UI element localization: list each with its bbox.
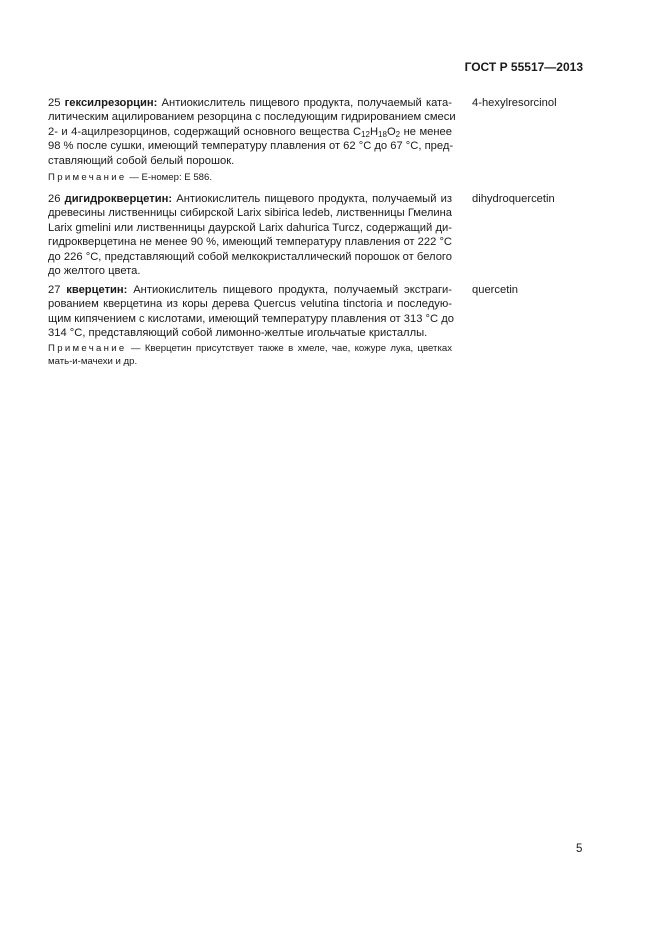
note-label: Примечание (48, 343, 127, 354)
definition-line-formula (48, 125, 452, 139)
entry-25-definition (48, 96, 456, 168)
text: не менее (400, 125, 452, 138)
subscript: 12 (361, 129, 370, 139)
entry-number: 25 (48, 97, 61, 109)
definition-line: Антиокислитель пищевого продукта, получаемый экстраги- (127, 284, 452, 296)
entry-25-note (48, 172, 452, 185)
definition-line: ставляющий собой белый порошок. (48, 154, 235, 167)
definition-line: древесины лиственницы сибирской Larix sibirica ledeb, лиственницы Гмелина (48, 207, 452, 220)
text: Н (369, 125, 379, 138)
subscript: 2 (395, 129, 401, 139)
entry-number: 26 (48, 193, 61, 205)
entry-27-note (48, 343, 452, 368)
entry-26-definition (48, 192, 452, 278)
entry-term: гексилрезорцин: (64, 97, 158, 109)
definition-line: до желтого цвета. (48, 264, 141, 277)
entry-27-english-term: quercetin (472, 284, 519, 296)
definition-line: литическим ацилированием резорцина с последующим гидрированием смеси (48, 111, 456, 124)
definition-line: Larix gmelini или лиственницы даурской Larix dahurica Turcz, содержащий ди- (48, 221, 452, 234)
definition-line: Антиокислитель пищевого продукта, получаемый из (172, 193, 453, 205)
definition-line: Антиокислитель пищевого продукта, получаемый ката- (157, 97, 452, 109)
text: 2- и 4-ацилрезорцинов, содержащий основного вещества С (48, 125, 362, 138)
standard-designation: ГОСТ Р 55517—2013 (464, 60, 583, 74)
entry-26-english-term: dihydroquercetin (472, 193, 555, 205)
entry-term: кверцетин: (66, 284, 128, 296)
definition-line: гидрокверцетина не менее 90 %, имеющий температуру плавления от 222 °С (48, 236, 452, 249)
entry-25-english-term: 4-hexylresorcinol (472, 97, 557, 109)
page-number: 5 (576, 843, 583, 855)
entry-number: 27 (48, 284, 61, 296)
note-text: — Кверцетин присутствует также в хмеле, чае, кожуре лука, цветках (126, 343, 452, 354)
subscript: 18 (378, 129, 387, 139)
definition-line: щим кипячением с кислотами, имеющий температуру плавления от 313 °С до (48, 312, 454, 325)
entry-term: дигидрокверцетин: (64, 193, 173, 205)
definition-line: 314 °С, представляющий собой лимонно-желтые игольчатые кристаллы. (48, 327, 428, 340)
note-label: Примечание (48, 172, 127, 183)
definition-line: 98 % после сушки, имеющий температуру плавления от 62 °С до 67 °С, пред- (48, 140, 454, 153)
text: О (386, 125, 396, 138)
definition-line: до 226 °С, представляющий собой мелкокристаллический порошок от белого (48, 250, 452, 263)
entry-27-definition (48, 283, 452, 341)
definition-line: рованием кверцетина из коры дерева Quercus velutina tinctoria и последую- (48, 298, 452, 311)
note-text: — Е-номер: Е 586. (126, 172, 213, 183)
note-text: мать-и-мачехи и др. (48, 355, 138, 367)
